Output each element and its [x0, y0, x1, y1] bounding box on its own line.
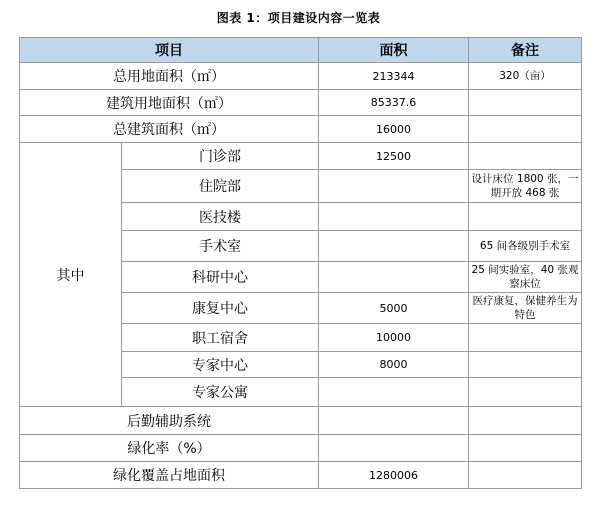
sub-row-item: 专家中心 [122, 352, 319, 378]
row-note [469, 435, 582, 462]
sub-row-note [469, 143, 582, 170]
row-item: 后勤辅助系统 [20, 407, 319, 435]
sub-row-note [469, 203, 582, 231]
row-note [469, 407, 582, 435]
row-area [319, 435, 469, 462]
sub-row-area: 8000 [319, 352, 469, 378]
row-area: 16000 [319, 116, 469, 143]
sub-row-area [319, 170, 469, 203]
row-area: 1280006 [319, 462, 469, 489]
row-item: 建筑用地面积（㎡） [20, 90, 319, 116]
sub-row-note [469, 378, 582, 407]
row-note [469, 90, 582, 116]
row-item: 绿化覆盖占地面积 [20, 462, 319, 489]
row-note [469, 462, 582, 489]
sub-row-area: 5000 [319, 293, 469, 324]
table-row [20, 143, 582, 170]
sub-row-area: 12500 [319, 143, 469, 170]
row-item: 总建筑面积（㎡） [20, 116, 319, 143]
group-label: 其中 [20, 143, 122, 407]
sub-row-item: 手术室 [122, 231, 319, 262]
row-area: 213344 [319, 63, 469, 90]
table-header-row [20, 38, 582, 63]
sub-row-note: 设计床位 1800 张，一期开放 468 张 [469, 170, 582, 203]
sub-row-item: 康复中心 [122, 293, 319, 324]
table-row [20, 462, 582, 489]
sub-row-note: 医疗康复，保健养生为特色 [469, 293, 582, 324]
sub-row-item: 门诊部 [122, 143, 319, 170]
table-row [20, 63, 582, 90]
row-note: 320（亩） [469, 63, 582, 90]
header-area: 面积 [319, 38, 469, 63]
sub-row-item: 住院部 [122, 170, 319, 203]
header-item: 项目 [20, 38, 319, 63]
table-row [20, 116, 582, 143]
sub-row-area [319, 378, 469, 407]
sub-row-area [319, 203, 469, 231]
row-item: 总用地面积（㎡） [20, 63, 319, 90]
sub-row-item: 科研中心 [122, 262, 319, 293]
sub-row-note: 25 间实验室，40 张观察床位 [469, 262, 582, 293]
sub-row-area [319, 231, 469, 262]
table-caption: 图表 1：项目建设内容一览表 [216, 11, 381, 25]
row-area [319, 407, 469, 435]
sub-row-area [319, 262, 469, 293]
header-note: 备注 [469, 38, 582, 63]
table-row [20, 435, 582, 462]
table-row [20, 90, 582, 116]
sub-row-note: 65 间各级别手术室 [469, 231, 582, 262]
sub-row-note [469, 352, 582, 378]
project-content-table [19, 37, 582, 489]
sub-row-area: 10000 [319, 324, 469, 352]
sub-row-note [469, 324, 582, 352]
row-item: 绿化率（%） [20, 435, 319, 462]
sub-row-item: 职工宿舍 [122, 324, 319, 352]
sub-row-item: 专家公寓 [122, 378, 319, 407]
row-note [469, 116, 582, 143]
row-area: 85337.6 [319, 90, 469, 116]
table-row [20, 407, 582, 435]
sub-row-item: 医技楼 [122, 203, 319, 231]
